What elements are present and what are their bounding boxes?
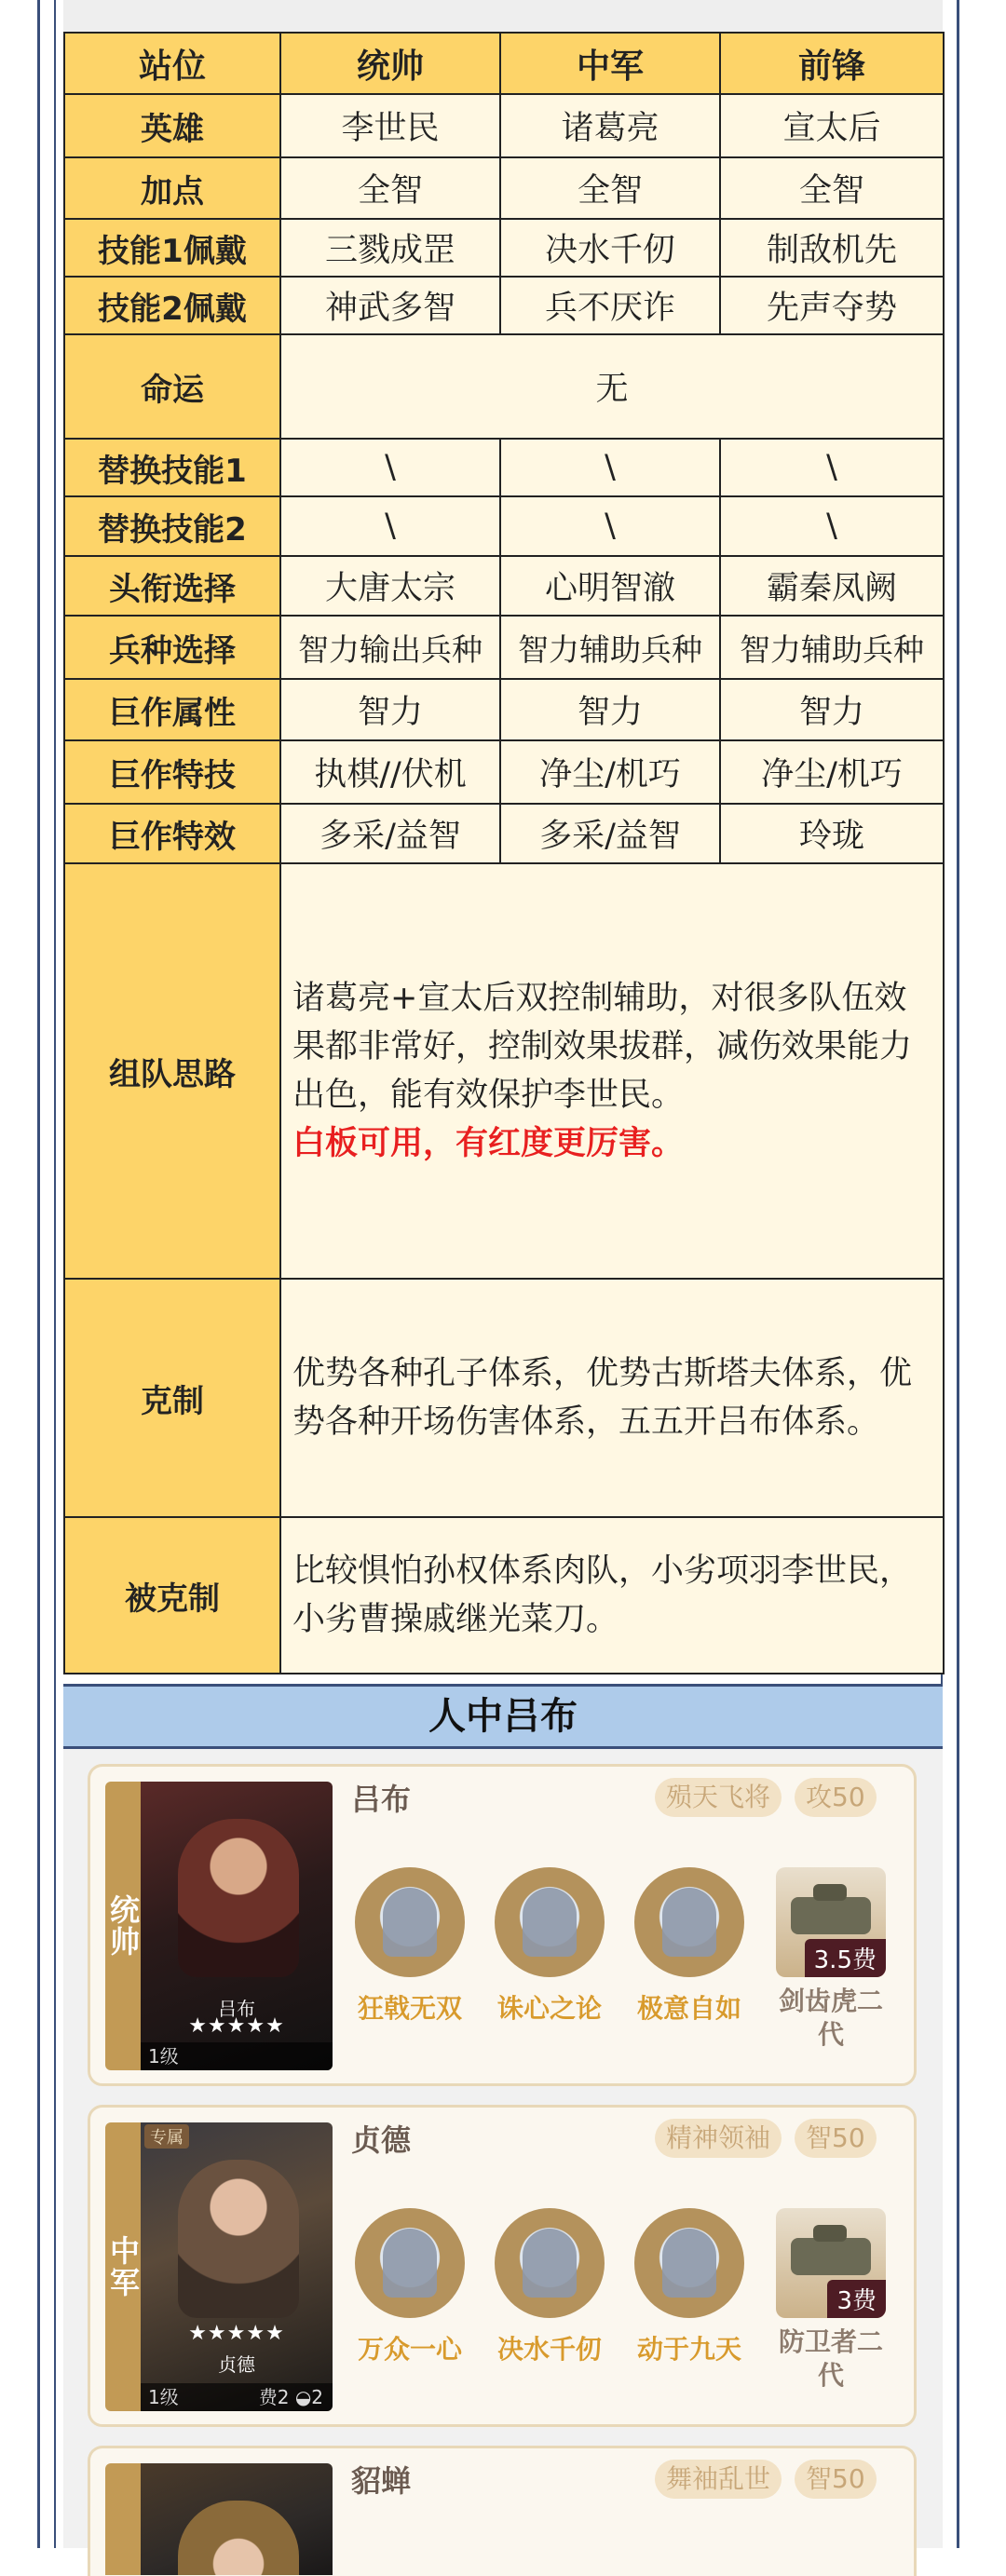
table-row bbox=[64, 496, 944, 556]
skill-slot[interactable] bbox=[631, 1867, 748, 2026]
hero-card[interactable] bbox=[88, 2446, 917, 2576]
table-cell: 多采/益智 bbox=[280, 804, 500, 863]
stat-tag: 智50 bbox=[795, 2460, 877, 2499]
hero-figure bbox=[178, 2160, 299, 2318]
skill-icon bbox=[355, 1867, 465, 1977]
counters-label: 克制 bbox=[64, 1279, 280, 1517]
table-cell: \ bbox=[280, 439, 500, 496]
table-cell: 执棋//伏机 bbox=[280, 740, 500, 804]
level-bar bbox=[141, 2042, 333, 2070]
row-label: 技能1佩戴 bbox=[64, 219, 280, 277]
portrait-name: 吕布 bbox=[218, 1998, 255, 2020]
table-cell: \ bbox=[720, 496, 944, 556]
table-cell: 李世民 bbox=[280, 94, 500, 157]
table-row bbox=[64, 94, 944, 157]
gear-slot[interactable] bbox=[770, 1867, 891, 2052]
table-cell: 诸葛亮 bbox=[500, 94, 720, 157]
skill-slot[interactable] bbox=[351, 2208, 469, 2366]
table-cell: 大唐太宗 bbox=[280, 556, 500, 616]
skill-icon bbox=[634, 1867, 744, 1977]
skill-slot[interactable] bbox=[491, 1867, 608, 2026]
table-row bbox=[64, 157, 944, 219]
skill-icon bbox=[355, 2208, 465, 2318]
tank-icon bbox=[776, 2208, 886, 2318]
team-idea-cell bbox=[280, 863, 944, 1279]
table-cell: 兵不厌诈 bbox=[500, 277, 720, 334]
skill-icon bbox=[495, 1867, 605, 1977]
skill-name: 决水千仞 bbox=[496, 2334, 602, 2365]
gear-name: 防卫者二代 bbox=[778, 2326, 883, 2391]
table-cell: \ bbox=[500, 496, 720, 556]
skill-name: 狂戟无双 bbox=[357, 1993, 462, 2024]
tank-icon bbox=[776, 1867, 886, 1977]
table-cell: 净尘/机巧 bbox=[720, 740, 944, 804]
skill-name: 动于九天 bbox=[636, 2334, 741, 2365]
skill-icon bbox=[495, 2208, 605, 2318]
table-row bbox=[64, 679, 944, 740]
table-cell: 智力 bbox=[280, 679, 500, 740]
table-row bbox=[64, 556, 944, 616]
portrait-name: 贞德 bbox=[218, 2353, 255, 2376]
hero-portrait[interactable] bbox=[141, 1782, 333, 2070]
role-tag bbox=[105, 2463, 141, 2575]
table-row bbox=[64, 616, 944, 679]
table-cell: 决水千仞 bbox=[500, 219, 720, 277]
skill-slot[interactable] bbox=[491, 2208, 608, 2366]
role-tag: 中军 bbox=[105, 2122, 141, 2411]
counters-text: 优势各种孔子体系，优势古斯塔夫体系，优势各种开场伤害体系，五五开吕布体系。 bbox=[280, 1279, 944, 1517]
row-label: 替换技能1 bbox=[64, 439, 280, 496]
row-label: 巨作特效 bbox=[64, 804, 280, 863]
table-row bbox=[64, 277, 944, 334]
top-strip bbox=[63, 0, 943, 34]
row-label: 巨作属性 bbox=[64, 679, 280, 740]
table-cell: 多采/益智 bbox=[500, 804, 720, 863]
section-title: 人中吕布 bbox=[63, 1684, 943, 1749]
trait-tag: 精神领袖 bbox=[655, 2119, 782, 2158]
star-rating: ★★★★★ bbox=[188, 2322, 285, 2345]
table-cell: 全智 bbox=[720, 157, 944, 219]
table-cell: \ bbox=[720, 439, 944, 496]
table-cell: 霸秦凤阙 bbox=[720, 556, 944, 616]
gear-slot[interactable] bbox=[770, 2208, 891, 2393]
table-cell: 宣太后 bbox=[720, 94, 944, 157]
skill-name: 诛心之论 bbox=[496, 1993, 602, 2024]
gear-cost: 3费 bbox=[827, 2280, 886, 2318]
table-header-row bbox=[64, 33, 944, 94]
team-idea-label: 组队思路 bbox=[64, 863, 280, 1279]
row-label: 兵种选择 bbox=[64, 616, 280, 679]
table-cell: 智力 bbox=[720, 679, 944, 740]
table-cell: 智力 bbox=[500, 679, 720, 740]
row-label: 加点 bbox=[64, 157, 280, 219]
row-label: 英雄 bbox=[64, 94, 280, 157]
star-rating: ★★★★★ bbox=[188, 2014, 285, 2038]
trait-tag: 舞袖乱世 bbox=[655, 2460, 782, 2499]
row-label: 替换技能2 bbox=[64, 496, 280, 556]
row-label: 巨作特技 bbox=[64, 740, 280, 804]
stat-tag: 攻50 bbox=[795, 1778, 877, 1817]
table-cell: 神武多智 bbox=[280, 277, 500, 334]
table-cell: 智力输出兵种 bbox=[280, 616, 500, 679]
team-idea-row bbox=[64, 863, 944, 1279]
table-row bbox=[64, 334, 944, 439]
role-tag: 统帅 bbox=[105, 1782, 141, 2070]
row-label: 头衔选择 bbox=[64, 556, 280, 616]
header-position: 站位 bbox=[64, 33, 280, 94]
exclusive-badge: 专属 bbox=[144, 2124, 189, 2149]
table-cell: 全智 bbox=[280, 157, 500, 219]
gear-cost: 3.5费 bbox=[805, 1939, 886, 1977]
level-text: 1级 bbox=[148, 2386, 179, 2408]
table-cell: 玲珑 bbox=[720, 804, 944, 863]
hero-name: 贞德 bbox=[351, 2122, 412, 2158]
table-row bbox=[64, 740, 944, 804]
table-cell: \ bbox=[500, 439, 720, 496]
header-center: 中军 bbox=[500, 33, 720, 94]
header-commander: 统帅 bbox=[280, 33, 500, 94]
hero-name: 吕布 bbox=[351, 1782, 412, 1817]
hero-card[interactable] bbox=[88, 2105, 917, 2427]
trait-tag: 殒天飞将 bbox=[655, 1778, 782, 1817]
table-row bbox=[64, 219, 944, 277]
team-idea-text: 诸葛亮+宣太后双控制辅助，对很多队伍效果都非常好，控制效果拔群，减伤效果能力出色，能有效保护李世民。 bbox=[292, 980, 913, 1114]
table-cell: 制敌机先 bbox=[720, 219, 944, 277]
hero-portrait[interactable] bbox=[141, 2463, 333, 2575]
table-cell: 先声夺势 bbox=[720, 277, 944, 334]
table-cell: 净尘/机巧 bbox=[500, 740, 720, 804]
hero-figure bbox=[178, 1819, 299, 1977]
merged-cell: 无 bbox=[280, 334, 944, 439]
table-cell: 全智 bbox=[500, 157, 720, 219]
countered-by-text: 比较惧怕孙权体系肉队，小劣项羽李世民，小劣曹操戚继光菜刀。 bbox=[280, 1517, 944, 1674]
header-vanguard: 前锋 bbox=[720, 33, 944, 94]
hero-card[interactable] bbox=[88, 1764, 917, 2086]
table-cell: 智力辅助兵种 bbox=[500, 616, 720, 679]
gear-name: 剑齿虎二代 bbox=[778, 1986, 883, 2050]
lineup-table bbox=[63, 32, 945, 1674]
cost-info: 费2 ◒2 bbox=[258, 2386, 323, 2408]
skill-icon bbox=[634, 2208, 744, 2318]
row-label: 命运 bbox=[64, 334, 280, 439]
countered-by-label: 被克制 bbox=[64, 1517, 280, 1674]
hero-portrait[interactable] bbox=[141, 2122, 333, 2411]
row-label: 技能2佩戴 bbox=[64, 277, 280, 334]
team-idea-highlight: 白板可用，有红度更厉害。 bbox=[292, 1125, 685, 1162]
table-cell: 三戮成罡 bbox=[280, 219, 500, 277]
skill-slot[interactable] bbox=[351, 1867, 469, 2026]
table-row bbox=[64, 439, 944, 496]
stat-tag: 智50 bbox=[795, 2119, 877, 2158]
hero-name: 貂蝉 bbox=[351, 2463, 412, 2499]
table-cell: 智力辅助兵种 bbox=[720, 616, 944, 679]
table-row bbox=[64, 804, 944, 863]
table-cell: 心明智澈 bbox=[500, 556, 720, 616]
skill-name: 极意自如 bbox=[636, 1993, 741, 2024]
counters-row bbox=[64, 1279, 944, 1517]
table-cell: \ bbox=[280, 496, 500, 556]
countered-by-row bbox=[64, 1517, 944, 1674]
skill-slot[interactable] bbox=[631, 2208, 748, 2366]
level-text: 1级 bbox=[148, 2045, 179, 2068]
hero-figure bbox=[178, 2501, 299, 2575]
level-bar bbox=[141, 2383, 333, 2411]
skill-name: 万众一心 bbox=[357, 2334, 462, 2365]
